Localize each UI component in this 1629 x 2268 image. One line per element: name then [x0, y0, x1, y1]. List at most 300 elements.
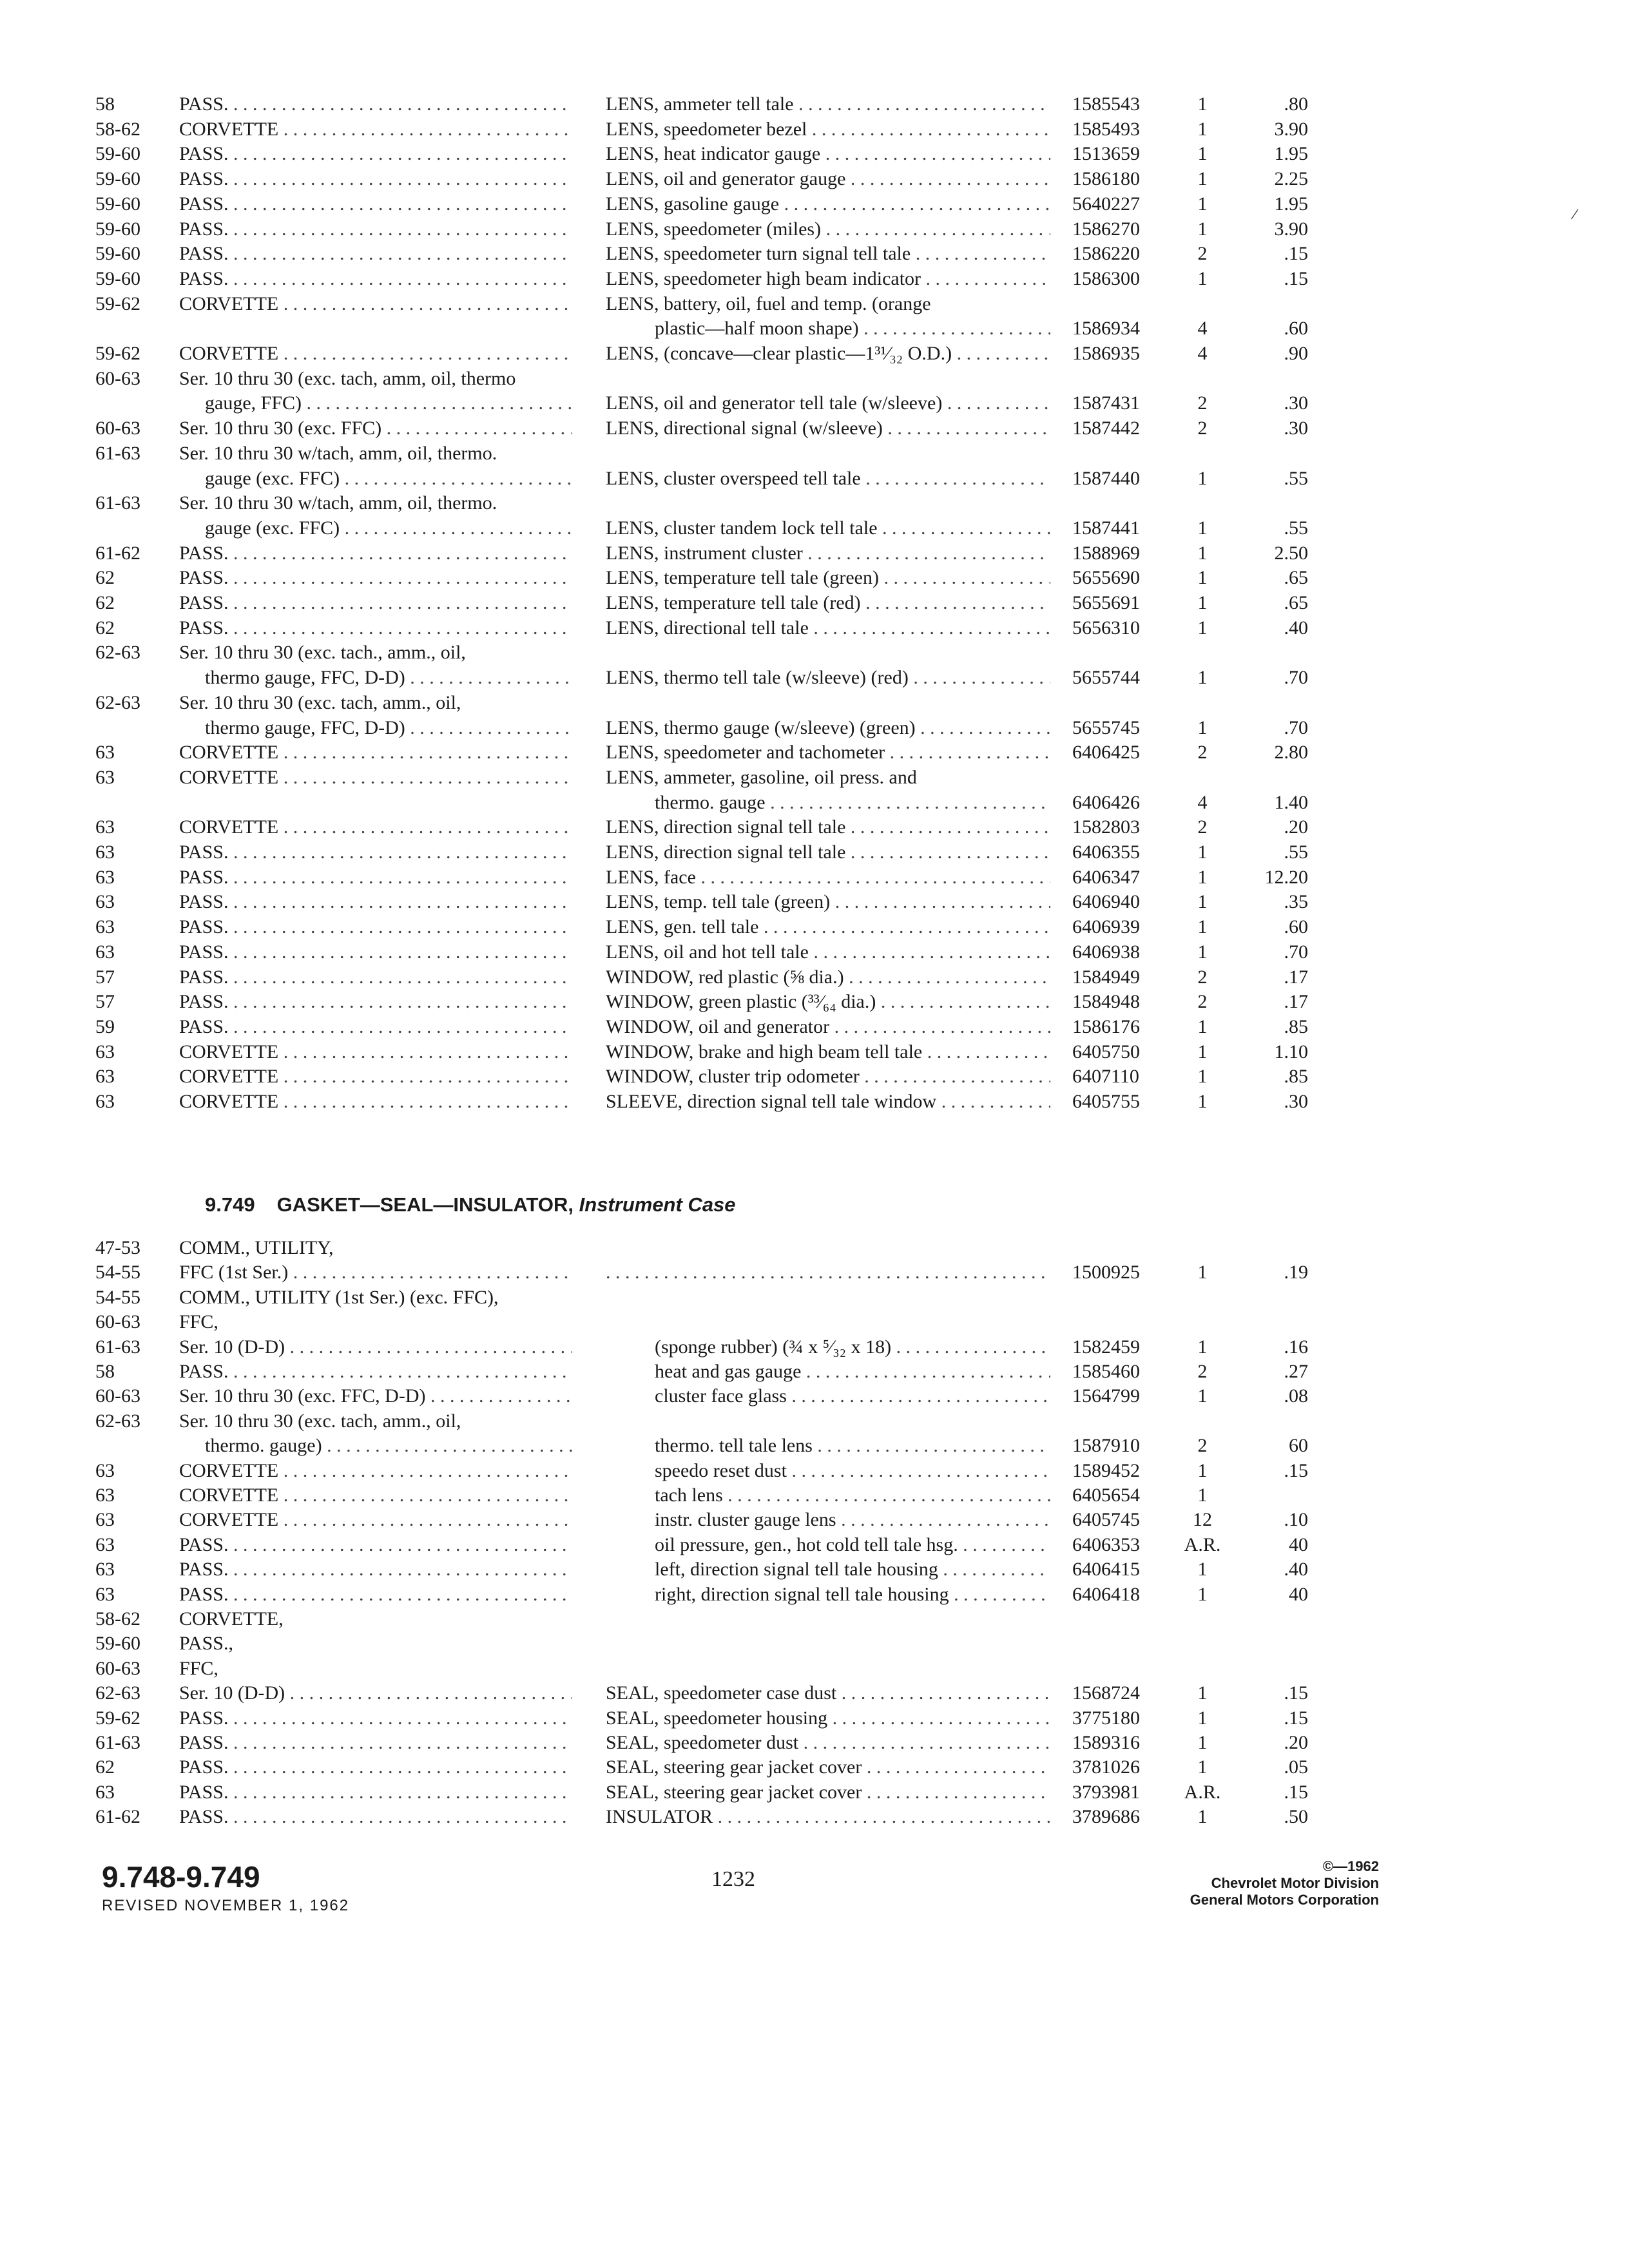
quantity-cell: 1: [1197, 567, 1208, 589]
section-heading: [205, 1193, 736, 1216]
table-row: [0, 715, 1629, 741]
model-cell: PASS. . . .: [179, 565, 572, 591]
part-number-cell: 1587441: [1072, 517, 1140, 539]
description-cell: SEAL, steering gear jacket cover . . .: [606, 1780, 1050, 1805]
dot-leader: [958, 1534, 1050, 1555]
part-number-cell: 6406938: [1072, 941, 1140, 963]
model-cell: gauge (exc. FFC) . . .: [205, 466, 572, 492]
description-cell: (sponge rubber) (¾ x ⁵⁄₃₂ x 18) . . .: [655, 1334, 1050, 1360]
model-cell: Ser. 10 thru 30 w/tach, amm, oil, thermo.: [179, 442, 497, 464]
table-row: [0, 965, 1629, 990]
year-cell: 62: [95, 617, 115, 639]
dot-leader: [228, 916, 572, 937]
description-cell: left, direction signal tell tale housing . . .: [655, 1557, 1050, 1582]
table-row: [0, 266, 1629, 292]
year-cell: 63: [95, 1091, 115, 1112]
dot-leader: [228, 891, 572, 912]
model-cell: Ser. 10 thru 30 (exc. tach., amm., oil,: [179, 642, 466, 664]
year-cell: 61-63: [95, 1336, 140, 1358]
table-row: [0, 1285, 1629, 1311]
part-number-cell: 1584949: [1072, 966, 1140, 988]
quantity-cell: 2: [1197, 966, 1208, 988]
price-cell: 1.40: [1274, 791, 1308, 813]
quantity-cell: 1: [1197, 891, 1208, 913]
part-number-cell: 1585543: [1072, 93, 1140, 115]
part-number-cell: 5655744: [1072, 667, 1140, 689]
price-cell: .55: [1284, 467, 1308, 489]
model-cell: CORVETTE . . .: [179, 341, 572, 367]
price-cell: .30: [1284, 418, 1308, 439]
year-cell: 63: [95, 866, 115, 888]
dot-leader: [228, 1361, 572, 1382]
description-cell: oil pressure, gen., hot cold tell tale hsg. . . .: [655, 1532, 1050, 1558]
dot-leader: [936, 1091, 1050, 1112]
dot-leader: [278, 343, 572, 364]
dot-leader: [228, 1559, 572, 1580]
part-number-cell: 1513659: [1072, 143, 1140, 165]
price-cell: 60: [1289, 1435, 1308, 1457]
price-cell: .15: [1284, 1682, 1308, 1704]
table-row: [0, 690, 1629, 716]
table-row: [0, 1458, 1629, 1484]
year-cell: 59-60: [95, 168, 140, 190]
dot-leader: [278, 1509, 572, 1530]
quantity-cell: 1: [1197, 1806, 1208, 1828]
dot-leader: [911, 243, 1050, 264]
description-cell: [606, 1260, 1050, 1285]
description-cell: speedo reset dust . . .: [655, 1458, 1050, 1484]
part-number-cell: 6406425: [1072, 742, 1140, 764]
description-cell: LENS, direction signal tell tale . . .: [606, 814, 1050, 840]
table-row: [0, 1014, 1629, 1040]
part-number-cell: 1586220: [1072, 243, 1140, 265]
dot-leader: [813, 1435, 1050, 1456]
dot-leader: [228, 567, 572, 588]
year-cell: 63: [95, 1533, 115, 1555]
table-row: [0, 366, 1629, 392]
year-cell: 63: [95, 916, 115, 938]
year-cell: 63: [95, 1559, 115, 1581]
description-cell: instr. cluster gauge lens . . .: [655, 1507, 1050, 1533]
price-cell: .70: [1284, 941, 1308, 963]
model-cell: PASS. . . .: [179, 1014, 572, 1040]
price-cell: .20: [1284, 816, 1308, 838]
model-cell: FFC (1st Ser.) . . .: [179, 1260, 572, 1285]
quantity-cell: 1: [1197, 218, 1208, 240]
part-number-cell: 1586300: [1072, 267, 1140, 289]
price-cell: 3.90: [1274, 118, 1308, 140]
model-cell: PASS. . . .: [179, 1754, 572, 1780]
footer-publisher: [1121, 1858, 1379, 1908]
quantity-cell: 1: [1197, 467, 1208, 489]
dot-leader: [942, 392, 1050, 414]
description-cell: cluster face glass . . .: [655, 1383, 1050, 1409]
part-number-cell: 3789686: [1072, 1806, 1140, 1828]
year-cell: 59-62: [95, 1707, 140, 1729]
year-cell: 62-63: [95, 1410, 140, 1432]
model-cell: PASS.,: [179, 1633, 233, 1655]
description-cell: SEAL, steering gear jacket cover . . .: [606, 1754, 1050, 1780]
description-cell: LENS, temperature tell tale (red) . . .: [606, 590, 1050, 616]
table-row: [0, 1039, 1629, 1065]
dot-leader: [859, 318, 1050, 339]
part-number-cell: 6406355: [1072, 841, 1140, 863]
year-cell: 59-60: [95, 1633, 140, 1655]
part-number-cell: 6405745: [1072, 1509, 1140, 1531]
quantity-cell: A.R.: [1184, 1781, 1221, 1803]
description-cell: SLEEVE, direction signal tell tale window . . .: [606, 1089, 1050, 1115]
quantity-cell: 12: [1193, 1509, 1212, 1531]
price-cell: 2.25: [1274, 168, 1308, 190]
dot-leader: [278, 767, 572, 788]
description-cell: INSULATOR . . .: [606, 1804, 1050, 1830]
model-cell: CORVETTE . . .: [179, 814, 572, 840]
price-cell: .20: [1284, 1732, 1308, 1753]
price-cell: .16: [1284, 1336, 1308, 1358]
year-cell: 58: [95, 93, 115, 115]
model-cell: PASS. . . .: [179, 989, 572, 1015]
table-row: [0, 565, 1629, 591]
dot-leader: [228, 218, 572, 240]
dot-leader: [713, 1806, 1050, 1827]
price-cell: .85: [1284, 1015, 1308, 1037]
description-cell: WINDOW, oil and generator . . .: [606, 1014, 1050, 1040]
quantity-cell: 1: [1197, 617, 1208, 639]
table-row: [0, 889, 1629, 915]
table-row: [0, 515, 1629, 541]
section-number: 9.749: [205, 1193, 255, 1216]
quantity-cell: 2: [1197, 1435, 1208, 1457]
quantity-cell: 1: [1197, 667, 1208, 689]
table-row: [0, 1780, 1629, 1805]
dot-leader: [807, 119, 1050, 140]
dot-leader: [723, 1485, 1050, 1506]
dot-leader: [228, 1782, 572, 1803]
year-cell: 60-63: [95, 367, 140, 389]
year-cell: 61-63: [95, 442, 140, 464]
description-cell: LENS, temp. tell tale (green) . . .: [606, 889, 1050, 915]
dot-leader: [228, 617, 572, 639]
description-cell: LENS, speedometer turn signal tell tale . . .: [606, 241, 1050, 267]
model-cell: FFC,: [179, 1657, 218, 1679]
part-number-cell: 6405654: [1072, 1485, 1140, 1506]
part-number-cell: 1589452: [1072, 1459, 1140, 1481]
year-cell: 63: [95, 941, 115, 963]
year-cell: 63: [95, 1583, 115, 1605]
dot-leader: [921, 268, 1050, 289]
dot-leader: [381, 418, 572, 439]
part-number-cell: 1586934: [1072, 318, 1140, 340]
table-row: [0, 1483, 1629, 1508]
year-cell: 63: [95, 1041, 115, 1062]
year-cell: 61-63: [95, 492, 140, 514]
part-number-cell: 1588969: [1072, 542, 1140, 564]
quantity-cell: 4: [1197, 343, 1208, 364]
dot-leader: [879, 567, 1050, 588]
dot-leader: [285, 1682, 572, 1704]
year-cell: 62-63: [95, 1682, 140, 1704]
dot-leader: [949, 1584, 1050, 1605]
dot-leader: [228, 841, 572, 863]
table-row: [0, 1309, 1629, 1335]
year-cell: 58-62: [95, 118, 140, 140]
table-row: [0, 216, 1629, 242]
dot-leader: [803, 543, 1050, 564]
quantity-cell: 1: [1197, 1583, 1208, 1605]
dot-leader: [861, 468, 1050, 489]
dot-leader: [606, 1262, 1050, 1283]
part-number-cell: 1582459: [1072, 1336, 1140, 1358]
table-row: [0, 1433, 1629, 1459]
price-cell: .40: [1284, 617, 1308, 639]
year-cell: 54-55: [95, 1262, 140, 1283]
description-cell: LENS, speedometer (miles) . . .: [606, 216, 1050, 242]
table-row: [0, 939, 1629, 965]
dot-leader: [278, 742, 572, 763]
table-row: [0, 1631, 1629, 1657]
table-row: [0, 765, 1629, 791]
dot-leader: [278, 1460, 572, 1481]
price-cell: .10: [1284, 1509, 1308, 1531]
quantity-cell: 1: [1197, 168, 1208, 190]
quantity-cell: 1: [1197, 1559, 1208, 1581]
description-cell: LENS, battery, oil, fuel and temp. (orange: [606, 293, 931, 314]
description-cell: SEAL, speedometer housing . . .: [606, 1706, 1050, 1731]
part-number-cell: 3775180: [1072, 1707, 1140, 1729]
description-cell: plastic—half moon shape) . . .: [655, 316, 1050, 341]
model-cell: PASS. . . .: [179, 939, 572, 965]
quantity-cell: 1: [1197, 1682, 1208, 1704]
model-cell: CORVETTE . . .: [179, 1507, 572, 1533]
description-cell: LENS, speedometer bezel . . .: [606, 117, 1050, 142]
dot-leader: [278, 1091, 572, 1112]
table-row: [0, 1383, 1629, 1409]
price-cell: .40: [1284, 1559, 1308, 1581]
part-number-cell: 1589316: [1072, 1732, 1140, 1753]
price-cell: .05: [1284, 1756, 1308, 1778]
table-row: [0, 840, 1629, 865]
part-number-cell: 5655690: [1072, 567, 1140, 589]
dot-leader: [228, 1707, 572, 1729]
quantity-cell: 1: [1197, 592, 1208, 613]
model-cell: FFC,: [179, 1311, 218, 1333]
part-number-cell: 1587431: [1072, 392, 1140, 414]
model-cell: Ser. 10 thru 30 (exc. FFC) . . .: [179, 416, 572, 441]
dot-leader: [278, 1485, 572, 1506]
table-row: [0, 191, 1629, 217]
description-cell: heat and gas gauge . . .: [655, 1359, 1050, 1385]
price-cell: .17: [1284, 991, 1308, 1013]
model-cell: PASS. . . .: [179, 541, 572, 566]
part-number-cell: 6405755: [1072, 1091, 1140, 1112]
dot-leader: [845, 168, 1050, 189]
dot-leader: [916, 717, 1050, 738]
year-cell: 60-63: [95, 418, 140, 439]
description-cell: LENS, gen. tell tale . . .: [606, 914, 1050, 940]
dot-leader: [228, 543, 572, 564]
year-cell: 63: [95, 816, 115, 838]
description-cell: LENS, cluster overspeed tell tale . . .: [606, 466, 1050, 492]
quantity-cell: 1: [1197, 1732, 1208, 1753]
description-cell: LENS, speedometer and tachometer . . .: [606, 740, 1050, 765]
year-cell: 63: [95, 841, 115, 863]
description-cell: LENS, thermo tell tale (w/sleeve) (red) . . .: [606, 665, 1050, 691]
dot-leader: [228, 243, 572, 264]
year-cell: 59-60: [95, 243, 140, 265]
table-row: [0, 141, 1629, 167]
table-row: [0, 989, 1629, 1015]
model-cell: COMM., UTILITY,: [179, 1237, 334, 1258]
part-number-cell: 6406426: [1072, 791, 1140, 813]
year-cell: 60-63: [95, 1385, 140, 1407]
quantity-cell: 1: [1197, 916, 1208, 938]
price-cell: .80: [1284, 93, 1308, 115]
price-cell: .70: [1284, 667, 1308, 689]
part-number-cell: 3793981: [1072, 1781, 1140, 1803]
model-cell: Ser. 10 thru 30 (exc. tach, amm., oil,: [179, 1410, 461, 1432]
model-cell: PASS. . . .: [179, 1359, 572, 1385]
dot-leader: [425, 1385, 572, 1407]
part-number-cell: 5640227: [1072, 193, 1140, 215]
part-number-cell: 6406939: [1072, 916, 1140, 938]
description-cell: LENS, (concave—clear plastic—1³¹⁄₃₂ O.D.) . . .: [606, 341, 1050, 367]
description-cell: WINDOW, cluster trip odometer . . .: [606, 1064, 1050, 1090]
dot-leader: [787, 1385, 1050, 1407]
part-number-cell: 1587442: [1072, 418, 1140, 439]
price-cell: 2.50: [1274, 542, 1308, 564]
dot-leader: [830, 891, 1050, 912]
table-row: [0, 466, 1629, 492]
dot-leader: [228, 1534, 572, 1555]
table-row: [0, 1754, 1629, 1780]
dot-leader: [766, 792, 1050, 813]
description-cell: right, direction signal tell tale housing . . .: [655, 1582, 1050, 1608]
model-cell: CORVETTE . . .: [179, 1089, 572, 1115]
year-cell: 58: [95, 1361, 115, 1382]
division-name: Chevrolet Motor Division: [1211, 1875, 1379, 1891]
table-row: [0, 1680, 1629, 1706]
part-number-cell: 1587910: [1072, 1435, 1140, 1457]
dot-leader: [876, 991, 1050, 1012]
year-cell: 61-63: [95, 1732, 140, 1753]
footer-section-code: 9.748-9.749: [102, 1860, 260, 1894]
quantity-cell: 1: [1197, 118, 1208, 140]
quantity-cell: 1: [1197, 1336, 1208, 1358]
quantity-cell: 1: [1197, 1041, 1208, 1062]
model-cell: CORVETTE . . .: [179, 765, 572, 791]
dot-leader: [862, 1782, 1050, 1803]
quantity-cell: 1: [1197, 267, 1208, 289]
price-cell: 3.90: [1274, 218, 1308, 240]
part-number-cell: 6406347: [1072, 866, 1140, 888]
part-number-cell: 5655745: [1072, 716, 1140, 738]
quantity-cell: 2: [1197, 991, 1208, 1013]
dot-leader: [809, 941, 1050, 963]
table-row: [0, 790, 1629, 816]
dot-leader: [278, 1066, 572, 1087]
model-cell: CORVETTE . . .: [179, 1039, 572, 1065]
dot-leader: [228, 966, 572, 988]
price-cell: .35: [1284, 891, 1308, 913]
table-row: [0, 316, 1629, 341]
part-number-cell: 1582803: [1072, 816, 1140, 838]
dot-leader: [302, 392, 572, 414]
part-number-cell: 1585493: [1072, 118, 1140, 140]
quantity-cell: 2: [1197, 418, 1208, 439]
table-row: [0, 1359, 1629, 1385]
model-cell: PASS. . . .: [179, 266, 572, 292]
dot-leader: [862, 1756, 1050, 1778]
dot-leader: [809, 617, 1050, 639]
model-cell: PASS. . . .: [179, 216, 572, 242]
year-cell: 63: [95, 891, 115, 913]
quantity-cell: 2: [1197, 1361, 1208, 1382]
table-row: [0, 1408, 1629, 1434]
description-cell: LENS, oil and generator gauge . . .: [606, 166, 1050, 192]
model-cell: PASS. . . .: [179, 91, 572, 117]
part-number-cell: 5656310: [1072, 617, 1140, 639]
description-cell: thermo. gauge . . .: [655, 790, 1050, 816]
price-cell: 1.95: [1274, 143, 1308, 165]
dot-leader: [278, 816, 572, 838]
dot-leader: [779, 193, 1050, 215]
quantity-cell: 1: [1197, 1066, 1208, 1088]
model-cell: PASS. . . .: [179, 615, 572, 641]
page-number: 1232: [711, 1867, 755, 1891]
price-cell: .15: [1284, 1707, 1308, 1729]
table-row: [0, 1557, 1629, 1582]
model-cell: PASS. . . .: [179, 1582, 572, 1608]
model-cell: PASS. . . .: [179, 965, 572, 990]
part-number-cell: 6405750: [1072, 1041, 1140, 1062]
quantity-cell: 1: [1197, 1459, 1208, 1481]
price-cell: .15: [1284, 243, 1308, 265]
price-cell: .08: [1284, 1385, 1308, 1407]
dot-leader: [228, 143, 572, 164]
dot-leader: [861, 592, 1050, 613]
part-number-cell: 6406418: [1072, 1583, 1140, 1605]
dot-leader: [405, 667, 572, 688]
part-number-cell: 1586180: [1072, 168, 1140, 190]
year-cell: 63: [95, 1459, 115, 1481]
table-row: [0, 490, 1629, 516]
description-cell: LENS, oil and generator tell tale (w/sleeve) . . .: [606, 390, 1050, 416]
price-cell: .70: [1284, 716, 1308, 738]
model-cell: PASS. . . .: [179, 889, 572, 915]
price-cell: .65: [1284, 592, 1308, 613]
description-cell: SEAL, speedometer dust . . .: [606, 1730, 1050, 1756]
dot-leader: [836, 1509, 1050, 1530]
model-cell: Ser. 10 thru 30 (exc. tach, amm., oil,: [179, 691, 461, 713]
part-number-cell: 1586176: [1072, 1015, 1140, 1037]
model-cell: PASS. . . .: [179, 166, 572, 192]
quantity-cell: 1: [1197, 1262, 1208, 1283]
dot-leader: [758, 916, 1050, 937]
part-number-cell: 1584948: [1072, 991, 1140, 1013]
table-row: [0, 865, 1629, 890]
model-cell: COMM., UTILITY (1st Ser.) (exc. FFC),: [179, 1286, 499, 1308]
table-row: [0, 1334, 1629, 1360]
table-row: [0, 665, 1629, 691]
price-cell: .15: [1284, 1781, 1308, 1803]
year-cell: 63: [95, 1066, 115, 1088]
model-cell: Ser. 10 (D-D) . . .: [179, 1334, 572, 1360]
description-cell: SEAL, speedometer case dust . . .: [606, 1680, 1050, 1706]
year-cell: 59: [95, 1015, 115, 1037]
section-subtitle: Instrument Case: [579, 1193, 736, 1216]
table-row: [0, 640, 1629, 666]
model-cell: PASS. . . .: [179, 1557, 572, 1582]
